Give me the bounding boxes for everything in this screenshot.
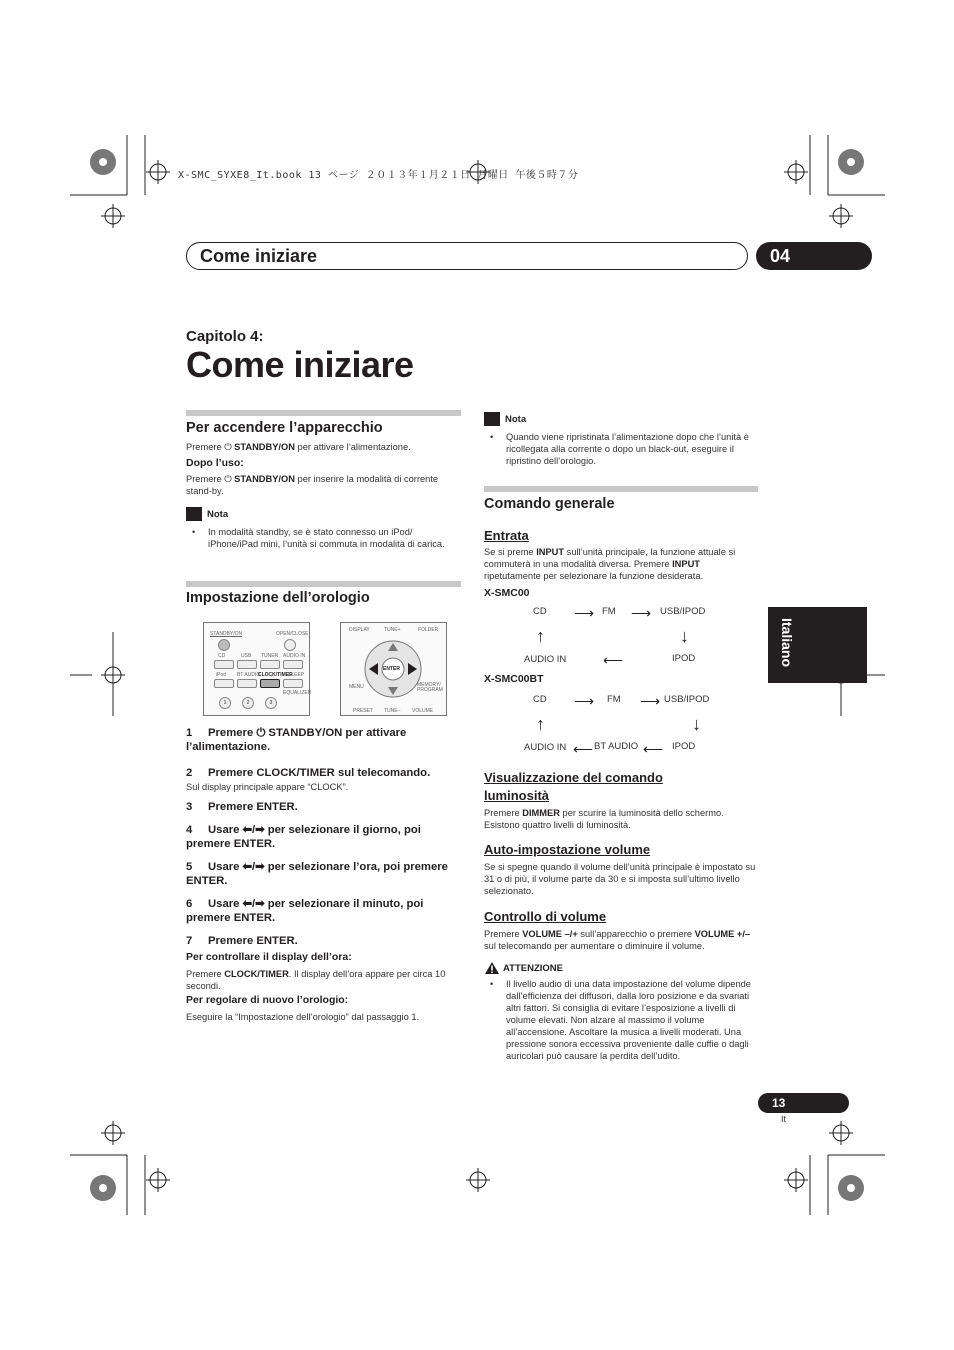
clock-title: Impostazione dell’orologio	[186, 590, 370, 606]
entrata-text: Se si preme INPUT sull’unità principale, la funzione attuale si commuterà in una modalità diversa. Premere INPUT ripetutamente per selezionare la funzione desiderata.	[484, 547, 736, 581]
remote-label: TUNER	[261, 653, 279, 659]
header-title: Come iniziare	[200, 246, 318, 266]
warning-icon	[485, 962, 499, 974]
dimmer-title-line1: Visualizzazione del comando	[484, 770, 663, 785]
remote-label: STANDBY/ON	[210, 631, 243, 637]
chapter-label: Capitolo 4:	[186, 328, 264, 345]
arrow-right-icon: ⟶	[574, 605, 595, 621]
remote-label: OPEN/CLOSE	[276, 631, 309, 637]
remote-label: BT AUDIO	[237, 672, 261, 678]
num-button-illus: 2	[242, 697, 254, 709]
clocktimer-button-illus	[260, 679, 280, 688]
step-3: 3 Premere ENTER.	[186, 801, 298, 813]
general-title: Comando generale	[484, 496, 615, 512]
language-side-label: Italiano	[779, 618, 795, 668]
step-6: 6 Usare ⬅/➡ per selezionare il minuto, poi premere ENTER.	[186, 898, 424, 924]
step-7: 7 Premere ENTER.	[186, 935, 298, 947]
flow-bt: BT AUDIO	[594, 741, 639, 752]
power-title: Per accendere l’apparecchio	[186, 420, 383, 436]
flow-audioin: AUDIO IN	[524, 742, 567, 753]
remote-label: DISPLAY	[349, 627, 370, 633]
remote-illustration-left	[203, 622, 310, 716]
remote-label: AUDIO IN	[283, 653, 306, 659]
step-5: 5 Usare ⬅/➡ per selezionare l’ora, poi premere ENTER.	[186, 861, 448, 887]
flow-usb: USB/IPOD	[664, 694, 710, 705]
power-button-illus	[218, 639, 230, 651]
flow-ipod: IPOD	[672, 741, 696, 752]
cd-button-illus	[214, 660, 234, 669]
note-label: Nota	[505, 414, 527, 425]
note-item: • Quando viene ripristinata l’alimentazione dopo che l’unità è ricollegata alla corrente o dopo un black-out, eseguire il ripristino dell’orologio.	[490, 432, 749, 466]
step-2: 2 Premere CLOCK/TIMER sul telecomando.	[186, 767, 431, 779]
arrow-right-icon: ⟶	[574, 693, 595, 709]
step-1: 1 Premere ⏻ STANDBY/ON per attivare l’alimentazione.	[186, 727, 407, 753]
num-button-illus: 1	[219, 697, 231, 709]
arrow-right-icon: ⟶	[640, 693, 661, 709]
volctrl-text: Premere VOLUME –/+ sull’apparecchio o premere VOLUME +/– sul telecomando per aumentare o diminuire il volume.	[484, 929, 751, 951]
arrow-up-icon: ↑	[536, 714, 545, 734]
flow-cd: CD	[533, 606, 547, 617]
remote-label: MEMORY/ PROGRAM	[417, 682, 443, 693]
remote-label: EQUALIZER	[283, 690, 312, 696]
audioin-button-illus	[283, 660, 303, 669]
arrow-left-icon: ⟵	[573, 741, 594, 757]
remote-label: PRESET	[353, 708, 374, 714]
remote-label: CD	[218, 653, 226, 659]
section-bar	[186, 581, 461, 587]
note-item: • In modalità standby, se è stato connesso un iPod/ iPhone/iPad mini, l’unità si commuta in modalità di carica.	[192, 527, 445, 549]
arrow-down-icon: ↓	[680, 626, 689, 646]
note-icon	[484, 412, 500, 426]
usb-button-illus	[237, 660, 257, 669]
section-bar	[484, 486, 758, 492]
remote-label: TUNE–	[384, 708, 401, 714]
remote-label: VOLUME	[412, 708, 434, 714]
note-icon	[186, 507, 202, 521]
arrow-right-icon: ⟶	[631, 605, 652, 621]
reset-clock-text: Eseguire la “Impostazione dell’orologio” dal passaggio 1.	[186, 1012, 420, 1022]
remote-label: CLOCK/TIMER	[258, 672, 293, 678]
num-button-illus: 3	[265, 697, 277, 709]
arrow-left-icon: ⟵	[603, 652, 624, 668]
caution-label: ATTENZIONE	[503, 963, 563, 974]
note-label: Nota	[207, 509, 229, 520]
remote-label: TUNE+	[384, 627, 401, 633]
page-language: It	[781, 1114, 787, 1124]
step-4: 4 Usare ⬅/➡ per selezionare il giorno, poi premere ENTER.	[186, 824, 421, 850]
power-text: Premere ⏻ STANDBY/ON per attivare l’alimentazione.	[186, 442, 411, 452]
remote-illustration-right	[340, 622, 447, 716]
flow-audioin: AUDIO IN	[524, 654, 567, 665]
reset-clock-title: Per regolare di nuovo l’orologio:	[186, 994, 349, 1006]
chapter-number-badge: 04	[756, 242, 872, 270]
chapter-title: Come iniziare	[186, 344, 414, 385]
arrow-left-icon: ⟵	[643, 741, 664, 757]
autovol-text: Se si spegne quando il volume dell’unità principale è impostato su 31 o di più, il volume parte da 30 e si imposta sull’ultimo livello selezionato.	[484, 862, 756, 896]
tuner-button-illus	[260, 660, 280, 669]
check-display-title: Per controllare il display dell’ora:	[186, 951, 352, 963]
caution-item: • Il livello audio di una data impostazione del volume dipende dall’efficienza dei diffusori, dalla loro posizione e da svariati altri fattori. Si consiglia di evitare l’esposizione a livelli di volume elevati. Non alzare al massimo il volume all’accensione. Ascoltare la musica a livelli moderati. Una pressione sonora eccessiva proveniente dalle cuffie o dagli auricolari può causare la perdita dell’udito.	[490, 979, 751, 1061]
volctrl-title: Controllo di volume	[484, 909, 607, 924]
remote-label: MENU	[349, 684, 364, 690]
dimmer-text: Premere DIMMER per scurire la luminosità dello schermo. Esistono quattro livelli di luminosità.	[484, 808, 724, 830]
remote-label: iPod	[216, 672, 227, 678]
autovol-title: Auto-impostazione volume	[484, 842, 651, 857]
flow-ipod: IPOD	[672, 653, 696, 664]
sleep-button-illus	[283, 679, 303, 688]
entrata-title: Entrata	[484, 528, 529, 543]
step-2-note: Sul display principale appare “CLOCK”.	[186, 782, 349, 792]
flow-fm: FM	[607, 694, 621, 705]
model-1-title: X-SMC00	[484, 587, 530, 599]
arrow-up-icon: ↑	[536, 626, 545, 646]
model-2-title: X-SMC00BT	[484, 673, 544, 685]
print-info-line: X-SMC_SYXE8_It.book 13 ページ ２０１３年１月２１日 月曜日 午後５時７分	[178, 170, 579, 181]
remote-label: SLEEP	[288, 672, 305, 678]
section-bar	[186, 410, 461, 416]
flow-usb: USB/IPOD	[660, 606, 706, 617]
page-number: 13	[758, 1093, 849, 1113]
ipod-button-illus	[214, 679, 234, 688]
after-use-text: Premere ⏻ STANDBY/ON per inserire la modalità di corrente stand-by.	[186, 474, 439, 496]
check-display-text: Premere CLOCK/TIMER. Il display dell’ora appare per circa 10 secondi.	[186, 969, 446, 991]
remote-label: ENTER	[383, 666, 400, 672]
remote-label: FOLDER	[418, 627, 439, 633]
after-use-title: Dopo l’uso:	[186, 457, 244, 469]
arrow-down-icon: ↓	[692, 714, 701, 734]
flow-fm: FM	[602, 606, 616, 617]
remote-label: USB	[241, 653, 252, 659]
dimmer-title-line2: luminosità	[484, 788, 550, 803]
eject-button-illus	[284, 639, 296, 651]
bt-button-illus	[237, 679, 257, 688]
flow-cd: CD	[533, 694, 547, 705]
